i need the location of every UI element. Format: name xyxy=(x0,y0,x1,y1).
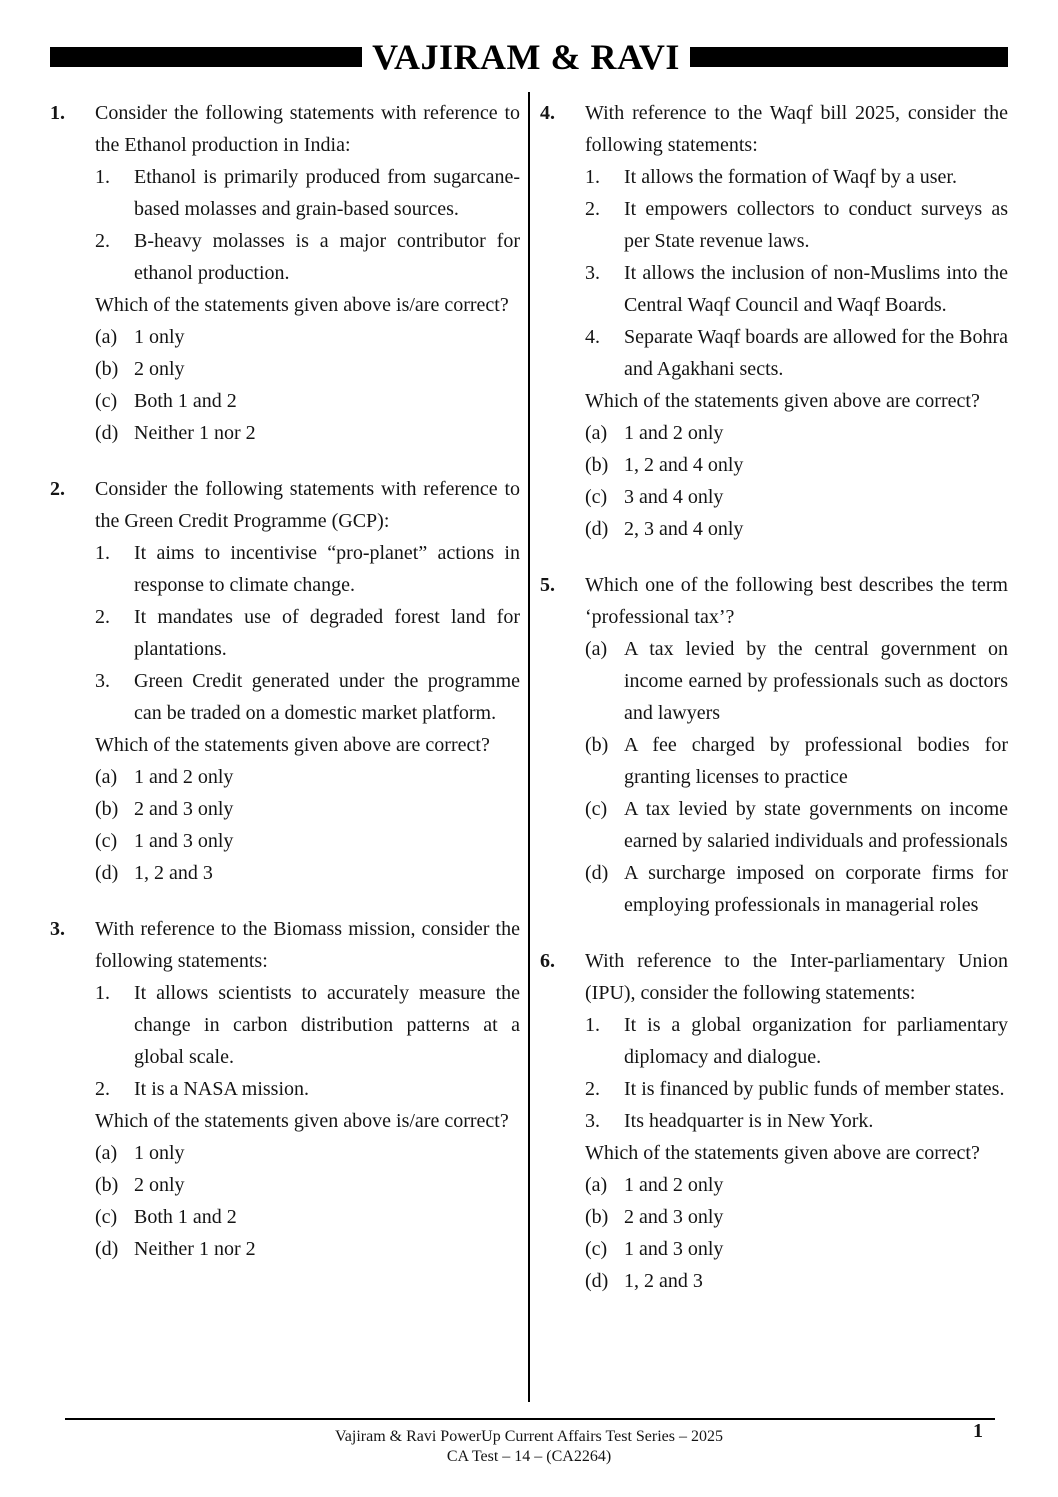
option-text: A tax levied by the central government on income earned by professionals such as doctors and lawyers xyxy=(624,638,1008,724)
statement-text: It is financed by public funds of member states. xyxy=(624,1078,1005,1100)
page-header xyxy=(50,37,1008,77)
question-stem: Consider the following statements with reference to the Ethanol production in India: xyxy=(95,102,520,156)
option-label: (c) xyxy=(95,1206,118,1228)
option-label: (a) xyxy=(585,638,608,660)
statement-text: It allows scientists to accurately measure the change in carbon distribution patterns at a global scale. xyxy=(134,982,520,1068)
statement-item xyxy=(585,1009,1008,1073)
right-column xyxy=(540,97,1008,1321)
question-number: 1. xyxy=(50,102,65,124)
question-number: 3. xyxy=(50,918,65,940)
answer-option xyxy=(95,353,520,385)
answer-option xyxy=(95,761,520,793)
answer-option xyxy=(95,417,520,449)
statement-label: 4. xyxy=(585,326,600,348)
answer-option xyxy=(585,417,1008,449)
option-text: A tax levied by state governments on income earned by salaried individuals and professionals xyxy=(624,798,1008,852)
option-text: 1, 2 and 4 only xyxy=(624,454,744,476)
option-text: 2 and 3 only xyxy=(134,798,234,820)
statement-item xyxy=(585,1073,1008,1105)
footer-series: Vajiram & Ravi PowerUp Current Affairs Test Series – 2025 xyxy=(334,1428,723,1445)
statement-label: 2. xyxy=(95,606,110,628)
question-prompt: Which of the statements given above is/are correct? xyxy=(95,1110,509,1132)
statement-item xyxy=(95,161,520,225)
question-stem: With reference to the Inter-parliamentary Union (IPU), consider the following statements: xyxy=(585,950,1008,1004)
answer-option xyxy=(585,1233,1008,1265)
footer-rule xyxy=(65,1418,995,1420)
option-label: (c) xyxy=(95,830,118,852)
option-label: (c) xyxy=(585,1238,608,1260)
question-number: 5. xyxy=(540,574,555,596)
option-text: 2 only xyxy=(134,1174,185,1196)
header-title: VAJIRAM & RAVI xyxy=(372,37,680,77)
option-label: (c) xyxy=(95,390,118,412)
option-text: 1 and 2 only xyxy=(624,1174,724,1196)
statement-item xyxy=(585,1105,1008,1137)
answer-option xyxy=(585,449,1008,481)
option-text: 1, 2 and 3 xyxy=(624,1270,703,1292)
answer-option xyxy=(585,1169,1008,1201)
question-number: 6. xyxy=(540,950,555,972)
option-text: 1, 2 and 3 xyxy=(134,862,213,884)
statement-item xyxy=(95,225,520,289)
option-label: (a) xyxy=(95,1142,118,1164)
statement-label: 3. xyxy=(585,1110,600,1132)
statement-item xyxy=(95,1073,520,1105)
answer-option xyxy=(95,321,520,353)
statement-label: 2. xyxy=(95,1078,110,1100)
question-3 xyxy=(50,913,520,1265)
question-stem: With reference to the Biomass mission, consider the following statements: xyxy=(95,918,520,972)
statement-text: It allows the inclusion of non-Muslims into the Central Waqf Council and Waqf Boards. xyxy=(624,262,1008,316)
question-stem: Which one of the following best describes the term ‘professional tax’? xyxy=(585,574,1008,628)
answer-option xyxy=(585,1265,1008,1297)
option-text: Neither 1 nor 2 xyxy=(134,1238,256,1260)
statement-text: Ethanol is primarily produced from sugarcane-based molasses and grain-based sources. xyxy=(134,166,520,220)
statement-text: B-heavy molasses is a major contributor for ethanol production. xyxy=(134,230,520,284)
statement-label: 2. xyxy=(585,1078,600,1100)
option-text: A surcharge imposed on corporate firms for employing professionals in managerial roles xyxy=(624,862,1008,916)
option-label: (d) xyxy=(95,422,119,444)
answer-option xyxy=(585,857,1008,921)
option-label: (b) xyxy=(95,798,119,820)
statement-label: 1. xyxy=(585,1014,600,1036)
answer-option xyxy=(95,1233,520,1265)
statement-item xyxy=(95,601,520,665)
option-label: (a) xyxy=(585,1174,608,1196)
option-text: 2, 3 and 4 only xyxy=(624,518,744,540)
answer-option xyxy=(95,825,520,857)
option-text: 3 and 4 only xyxy=(624,486,724,508)
statement-text: Its headquarter is in New York. xyxy=(624,1110,874,1132)
question-5 xyxy=(540,569,1008,921)
option-label: (b) xyxy=(585,1206,609,1228)
option-text: A fee charged by professional bodies for granting licenses to practice xyxy=(624,734,1008,788)
answer-option xyxy=(95,1169,520,1201)
statement-item xyxy=(585,161,1008,193)
statement-item xyxy=(95,537,520,601)
option-label: (d) xyxy=(95,1238,119,1260)
option-label: (a) xyxy=(585,422,608,444)
statement-item xyxy=(95,665,520,729)
option-label: (b) xyxy=(585,454,609,476)
statement-text: It is a NASA mission. xyxy=(134,1078,310,1100)
option-label: (c) xyxy=(585,798,608,820)
option-label: (d) xyxy=(95,862,119,884)
statement-label: 2. xyxy=(95,230,110,252)
option-text: Neither 1 nor 2 xyxy=(134,422,256,444)
option-label: (b) xyxy=(95,358,119,380)
answer-option xyxy=(585,481,1008,513)
option-label: (b) xyxy=(95,1174,119,1196)
statement-label: 1. xyxy=(95,166,110,188)
column-divider xyxy=(528,92,530,1402)
option-text: 1 only xyxy=(134,326,185,348)
option-text: 1 and 2 only xyxy=(624,422,724,444)
option-text: 2 only xyxy=(134,358,185,380)
question-prompt: Which of the statements given above are correct? xyxy=(585,390,980,412)
statement-text: It empowers collectors to conduct surveys as per State revenue laws. xyxy=(624,198,1008,252)
option-label: (d) xyxy=(585,1270,609,1292)
statement-label: 3. xyxy=(585,262,600,284)
statement-item xyxy=(585,193,1008,257)
header-bar-left xyxy=(50,47,362,67)
question-stem: With reference to the Waqf bill 2025, consider the following statements: xyxy=(585,102,1008,156)
question-stem: Consider the following statements with reference to the Green Credit Programme (GCP): xyxy=(95,478,520,532)
option-text: Both 1 and 2 xyxy=(134,390,237,412)
answer-option xyxy=(585,793,1008,857)
option-label: (d) xyxy=(585,862,609,884)
option-text: 1 and 3 only xyxy=(624,1238,724,1260)
question-number: 2. xyxy=(50,478,65,500)
option-label: (a) xyxy=(95,766,118,788)
left-column xyxy=(50,97,520,1289)
option-label: (b) xyxy=(585,734,609,756)
statement-text: Separate Waqf boards are allowed for the Bohra and Agakhani sects. xyxy=(624,326,1008,380)
answer-option xyxy=(585,1201,1008,1233)
header-bar-right xyxy=(690,47,1008,67)
option-label: (a) xyxy=(95,326,118,348)
option-text: 2 and 3 only xyxy=(624,1206,724,1228)
answer-option xyxy=(585,633,1008,729)
question-prompt: Which of the statements given above are correct? xyxy=(585,1142,980,1164)
question-6 xyxy=(540,945,1008,1297)
answer-option xyxy=(95,1201,520,1233)
answer-option xyxy=(585,513,1008,545)
question-prompt: Which of the statements given above is/are correct? xyxy=(95,294,509,316)
answer-option xyxy=(95,385,520,417)
question-1 xyxy=(50,97,520,449)
statement-label: 3. xyxy=(95,670,110,692)
statement-text: Green Credit generated under the programme can be traded on a domestic market platform. xyxy=(134,670,520,724)
statement-text: It is a global organization for parliamentary diplomacy and dialogue. xyxy=(624,1014,1008,1068)
statement-label: 1. xyxy=(585,166,600,188)
page-number: 1 xyxy=(973,1420,983,1442)
statement-text: It mandates use of degraded forest land for plantations. xyxy=(134,606,520,660)
answer-option xyxy=(95,1137,520,1169)
option-label: (c) xyxy=(585,486,608,508)
answer-option xyxy=(95,857,520,889)
question-prompt: Which of the statements given above are correct? xyxy=(95,734,490,756)
statement-item xyxy=(585,257,1008,321)
option-text: 1 only xyxy=(134,1142,185,1164)
statement-text: It allows the formation of Waqf by a user. xyxy=(624,166,957,188)
statement-label: 2. xyxy=(585,198,600,220)
option-text: 1 and 2 only xyxy=(134,766,234,788)
statement-label: 1. xyxy=(95,982,110,1004)
option-label: (d) xyxy=(585,518,609,540)
statement-text: It aims to incentivise “pro-planet” actions in response to climate change. xyxy=(134,542,520,596)
question-4 xyxy=(540,97,1008,545)
answer-option xyxy=(95,793,520,825)
statement-item xyxy=(585,321,1008,385)
question-2 xyxy=(50,473,520,889)
option-text: Both 1 and 2 xyxy=(134,1206,237,1228)
statement-item xyxy=(95,977,520,1073)
question-number: 4. xyxy=(540,102,555,124)
option-text: 1 and 3 only xyxy=(134,830,234,852)
footer-test-code: CA Test – 14 – (CA2264) xyxy=(446,1448,612,1465)
statement-label: 1. xyxy=(95,542,110,564)
answer-option xyxy=(585,729,1008,793)
